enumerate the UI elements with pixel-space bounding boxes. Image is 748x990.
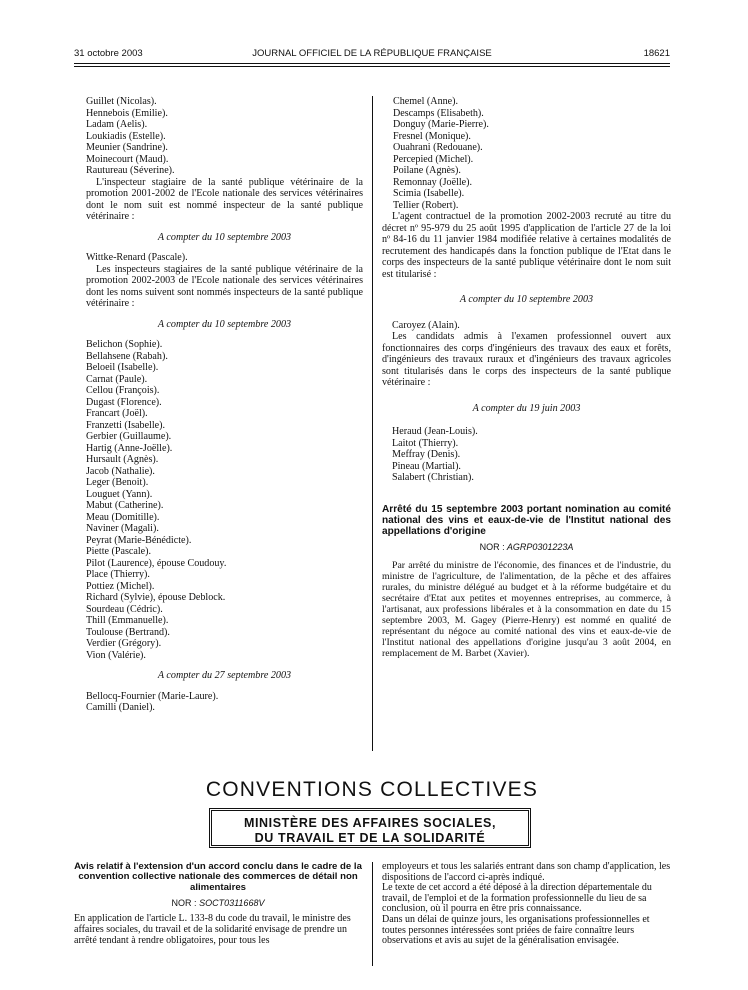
list-item: Toulouse (Bertrand). (86, 626, 170, 638)
ministry-line-1: MINISTÈRE DES AFFAIRES SOCIALES, (243, 816, 497, 830)
column-divider (372, 96, 373, 751)
list-item: Guillet (Nicolas). (86, 96, 157, 107)
list-item: Loukiadis (Estelle). (86, 130, 166, 142)
list-item: Gerbier (Guillaume). (86, 431, 172, 442)
list-item: Ladam (Aelis). (86, 119, 148, 130)
nor-reference (382, 542, 671, 554)
list-item: Place (Thierry). (86, 569, 150, 580)
list-item: Ouahrani (Redouane). (393, 142, 483, 153)
names-list (382, 426, 671, 484)
list-item: Carnat (Paule). (86, 373, 148, 385)
paragraph: Le texte de cet accord a été déposé à la direction départementale du travail, de l'emploi et de la formation professionnelle du lieu de sa conclusion, où il pourra en être pris connaissance. (382, 882, 652, 915)
list-item: Hartig (Anne-Joëlle). (86, 442, 173, 454)
names-list-top (86, 96, 363, 177)
list-item: Meunier (Sandrine). (86, 142, 168, 153)
nor-reference (74, 898, 362, 909)
section-banner: CONVENTIONS COLLECTIVES (205, 778, 539, 801)
list-item: Verdier (Grégory). (86, 638, 162, 649)
effective-date: A compter du 10 septembre 2003 (459, 294, 594, 305)
paragraph: Dans un délai de quinze jours, les organisations professionnelles et toutes personnes intéressées sont priées de faire connaître leurs observations et avis au sujet de la généralisation envisagée. (382, 913, 650, 947)
header-rule-2 (74, 66, 670, 67)
list-item: Descamps (Elisabeth). (393, 107, 484, 119)
paragraph: Les candidats admis à l'examen professionnel ouvert aux fonctionnaires des corps d'ingénieurs des travaux des eaux et forêts, d'ingénieurs des travaux ruraux et d'ingénieurs des travaux agricoles sont titularisés dans le corps des inspecteurs de la santé publique vétérinaire : (382, 331, 671, 388)
list-item: Scimia (Isabelle). (393, 188, 465, 199)
nor-label: NOR : (171, 897, 197, 908)
avis-left (74, 862, 362, 946)
list-item: Sourdeau (Cédric). (86, 603, 163, 615)
paragraph: Les inspecteurs stagiaires de la santé publique vétérinaire de la promotion 2002-2003 de l'Ecole nationale des services vétérinaires dont les noms suivent sont nommés inspecteurs de la santé publique vétérinaire : (86, 263, 363, 309)
list-item: Tellier (Robert). (393, 199, 459, 211)
list-item: Mabut (Catherine). (86, 500, 164, 511)
paragraph: employeurs et tous les salariés entrant dans son champ d'application, les dispositions de l'accord ci-après indiqué. (382, 861, 671, 883)
effective-date: A compter du 19 juin 2003 (472, 402, 581, 414)
list-item: Beloeil (Isabelle). (86, 362, 159, 373)
list-item: Franzetti (Isabelle). (86, 419, 166, 431)
list-item: Leger (Benoit). (86, 477, 149, 488)
avis-text: En application de l'article L. 133-8 du code du travail, le ministre des affaires sociales, du travail et de la solidarité envisage de prendre un arrêté tendant à rendre obligatoires, pour tous les (74, 913, 351, 946)
header-rule-1 (74, 63, 670, 64)
column-divider (372, 862, 373, 966)
list-item: Poilane (Agnès). (393, 165, 461, 176)
names-list-top (382, 96, 671, 211)
journal-title: JOURNAL OFFICIEL DE LA RÉPUBLIQUE FRANÇAISE (252, 48, 492, 59)
page-header (74, 48, 670, 62)
arrete-title: Arrêté du 15 septembre 2003 portant nomination au comité national des vins et eaux-de-vie de l'Institut national des appellations d'origine (382, 503, 671, 537)
list-item: Cellou (François). (86, 385, 160, 396)
list-item: Naviner (Magali). (86, 523, 159, 534)
avis-title: Avis relatif à l'extension d'un accord conclu dans le cadre de la convention collective nationale des commerces de détail non alimentaires (74, 861, 362, 893)
list-item: Percepied (Michel). (393, 153, 474, 165)
paragraph: L'agent contractuel de la promotion 2002-2003 recruté au titre du décret nº 95-979 du 25 août 1995 d'application de l'article 27 de la loi nº 84-16 du 11 janvier 1984 modifiée relative à certaines modalités de recrutement des handicapés dans la fonction publique de l'Etat dans le corps des inspecteurs de la santé publique vétérinaire dont le nom suit est titularisé : (382, 211, 671, 280)
list-item: Wittke-Renard (Pascale). (86, 252, 188, 263)
list-item: Jacob (Nathalie). (86, 465, 155, 477)
list-item: Hennebois (Emilie). (86, 107, 168, 119)
list-item: Meffray (Denis). (392, 449, 461, 460)
list-item: Pilot (Laurence), épouse Coudouy. (86, 557, 227, 569)
list-item: Bellahsene (Rabah). (86, 350, 168, 362)
list-item: Belichon (Sophie). (86, 339, 163, 350)
list-item: Francart (Joël). (86, 408, 148, 419)
header-date: 31 octobre 2003 (74, 48, 143, 59)
list-item: Fresnel (Monique). (393, 130, 471, 142)
list-item: Laitot (Thierry). (392, 437, 459, 449)
list-item: Caroyez (Alain). (392, 319, 460, 331)
list-item: Peyrat (Marie-Bénédicte). (86, 534, 192, 546)
list-item: Camilli (Daniel). (86, 702, 155, 713)
list-item: Thill (Emmanuelle). (86, 615, 169, 626)
list-item: Rautureau (Séverine). (86, 165, 175, 176)
effective-date: A compter du 27 septembre 2003 (157, 670, 292, 681)
list-item: Donguy (Marie-Pierre). (393, 119, 489, 130)
nor-label: NOR : (479, 541, 505, 552)
ministry-box (209, 808, 531, 848)
list-item: Pottiez (Michel). (86, 580, 155, 592)
nor-code: SOCT0311668V (199, 897, 265, 908)
paragraph: L'inspecteur stagiaire de la santé publique vétérinaire de la promotion 2001-2002 de l'Ecole nationale des services vétérinaires dont le nom suit est nommé inspecteur de la santé publique vétérinaire : (86, 176, 363, 222)
list-item: Hursault (Agnès). (86, 454, 159, 465)
list-item: Chemel (Anne). (393, 96, 459, 107)
list-item: Piette (Pascale). (86, 546, 152, 557)
list-item: Bellocq-Fournier (Marie-Laure). (86, 690, 219, 702)
nor-code: AGRP0301223A (506, 541, 574, 552)
list-item: Vion (Valérie). (86, 649, 146, 661)
list-item: Pineau (Martial). (392, 460, 461, 472)
effective-date: A compter du 10 septembre 2003 (157, 231, 292, 243)
right-column (382, 96, 671, 659)
page-number: 18621 (643, 48, 670, 59)
list-item: Meau (Domitille). (86, 511, 160, 523)
ministry-line-2: DU TRAVAIL ET DE LA SOLIDARITÉ (254, 831, 486, 845)
left-column (86, 96, 363, 714)
arrete-body: Par arrêté du ministre de l'économie, des finances et de l'industrie, du ministre de l'agriculture, de l'alimentation, de la pêche et des affaires rurales, du ministre délégué au budget et à la réforme budgétaire et du secrétaire d'Etat aux petites et moyennes entreprises, au commerce, à l'artisanat, aux professions libérales et à la consommation en date du 15 septembre 2003, M. Gagey (Pierre-Henry) est nommé en qualité de représentant du négoce au comité national des vins et eaux-de-vie de l'Institut national des appellations d'origine jusqu'au 3 août 2004, en remplacement de M. Barbet (Xavier). (382, 560, 671, 659)
list-item: Heraud (Jean-Louis). (392, 426, 478, 437)
effective-date: A compter du 10 septembre 2003 (157, 318, 292, 330)
list-item: Louguet (Yann). (86, 488, 153, 500)
avis-right (382, 862, 671, 947)
list-item: Remonnay (Joëlle). (393, 176, 473, 188)
names-list (86, 339, 363, 661)
list-item: Salabert (Christian). (392, 472, 474, 483)
list-item: Moinecourt (Maud). (86, 153, 169, 165)
list-item: Dugast (Florence). (86, 396, 162, 408)
list-item: Richard (Sylvie), épouse Deblock. (86, 592, 226, 603)
